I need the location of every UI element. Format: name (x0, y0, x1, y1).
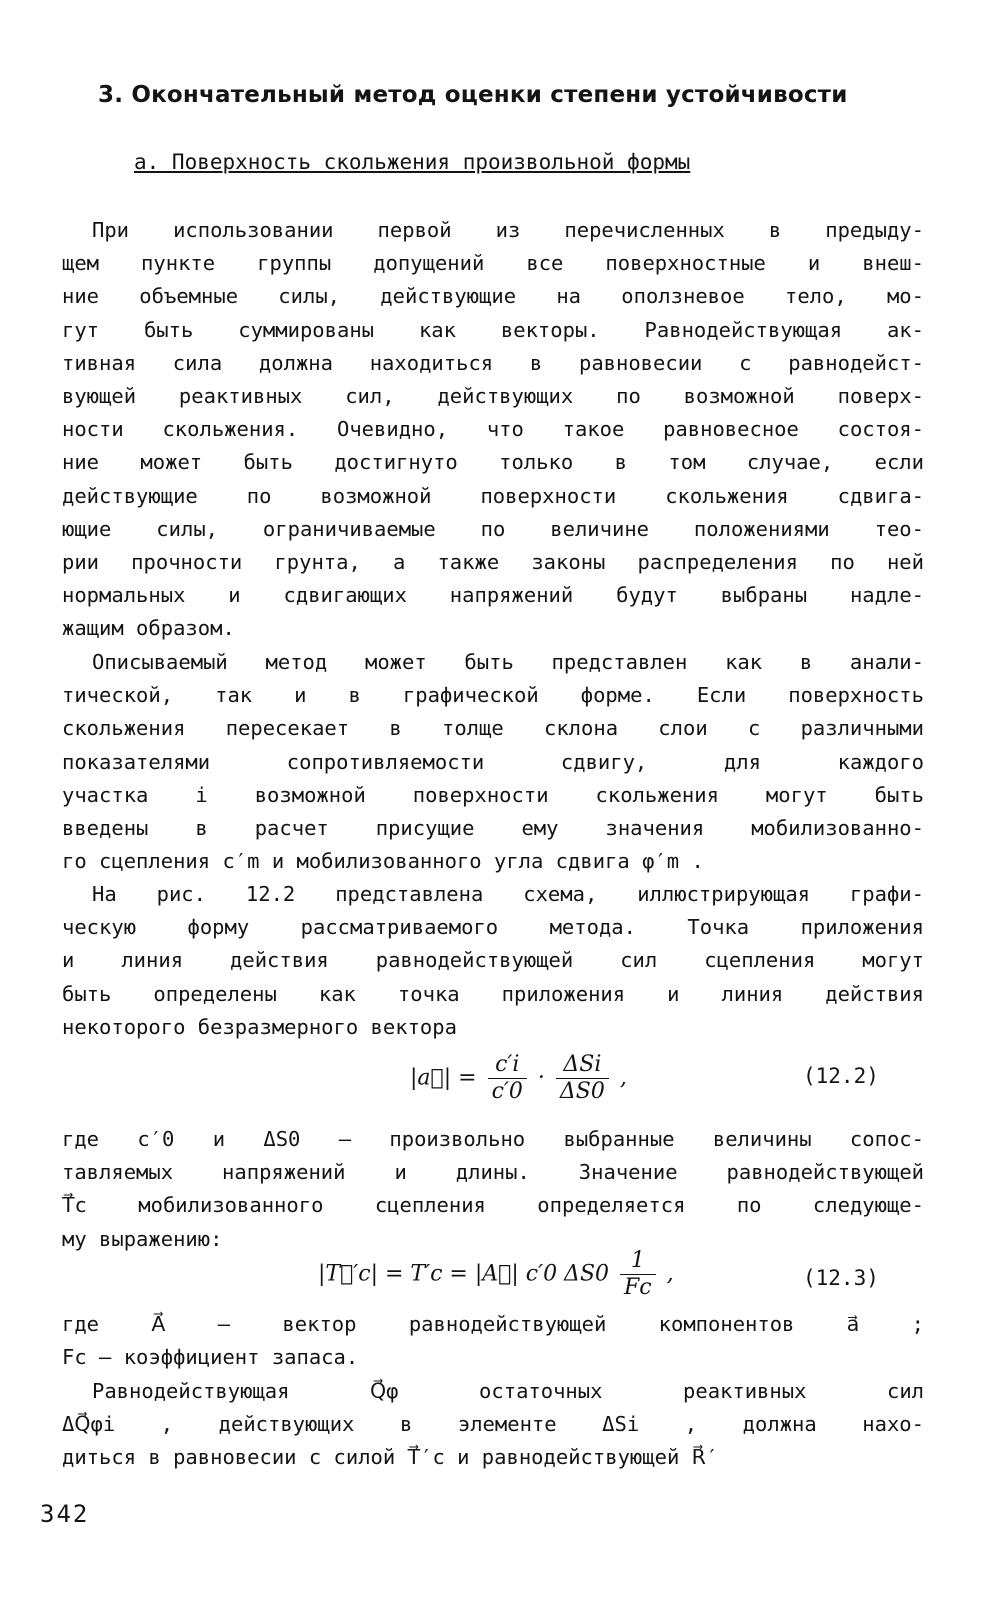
text-line: и линия действия равнодействующей сил сцепления могут (62, 948, 924, 973)
paragraph-4 (62, 1123, 924, 1256)
text-line: ΔQ⃗φi , действующих в элементе ΔSi , должна нахо- (62, 1412, 924, 1437)
text-line: введены в расчет присущие ему значения мобилизованно- (62, 816, 924, 841)
text-line: При использовании первой из перечисленных в предыду- (92, 218, 924, 242)
equation-number: (12.3) (803, 1266, 879, 1290)
text-line: тивная сила должна находиться в равновесии с равнодейст- (62, 350, 924, 375)
equation-comma: , (666, 1261, 674, 1287)
text-line: ческую форму рассматриваемого метода. Точка приложения (62, 915, 924, 940)
text-line: жащим образом. (62, 616, 235, 641)
page-number: 342 (40, 1500, 90, 1528)
text-line: Равнодействующая Q⃗φ остаточных реактивных сил (92, 1379, 924, 1403)
equation-12-2 (410, 1052, 627, 1105)
equation-lhs: |a⃗| = (410, 1065, 477, 1091)
subsection-title: а. Поверхность скольжения произвольной формы (134, 150, 691, 174)
paragraph-2 (62, 646, 924, 878)
text-line: участка i возможной поверхности скольжения могут быть (62, 782, 924, 807)
paragraph-5 (62, 1308, 924, 1374)
text-line: ности скольжения. Очевидно, что такое равновесное состоя- (62, 417, 924, 442)
text-line: где c′0 и ΔS0 – произвольно выбранные величины сопос- (62, 1127, 924, 1151)
text-line: ющие силы, ограничиваемые по величине положениями тео- (62, 516, 924, 541)
text-line: T⃗c мобилизованного сцепления определяется по следующе- (62, 1193, 924, 1218)
equation-lhs: |T⃗′c| = T′c = |A⃗| c′0 ΔS0 (318, 1261, 610, 1287)
equation-12-3 (318, 1248, 674, 1301)
text-line: Fc – коэффициент запаса. (62, 1345, 359, 1370)
fraction (620, 1248, 656, 1301)
text-line: некоторого безразмерного вектора (62, 1014, 457, 1039)
text-line: ние может быть достигнуто только в том случае, если (62, 450, 924, 475)
paragraph-1 (62, 214, 924, 646)
text-line: ние объемные силы, действующие на оползневое тело, мо- (62, 284, 924, 309)
denominator: c′0 (491, 1079, 523, 1104)
equation-comma: , (619, 1065, 627, 1091)
text-line: действующие по возможной поверхности скольжения сдвига- (62, 483, 924, 508)
text-line: му выражению: (62, 1226, 223, 1251)
numerator: c′i (488, 1052, 527, 1079)
denominator: ΔS0 (559, 1079, 605, 1104)
text-line: На рис. 12.2 представлена схема, иллюстрирующая графи- (92, 882, 924, 906)
fraction (556, 1052, 609, 1105)
text-line: быть определены как точка приложения и линия действия (62, 981, 924, 1006)
text-line: скольжения пересекает в толще склона слои с различными (62, 716, 924, 741)
text-line: го сцепления c′m и мобилизованного угла сдвига φ′m . (62, 849, 704, 874)
text-line: диться в равновесии с силой T⃗′c и равнодействующей R⃗′ (62, 1445, 719, 1470)
section-title: 3. Окончательный метод оценки степени устойчивости (98, 82, 848, 108)
text-line: где A⃗ – вектор равнодействующей компонентов a⃗ ; (62, 1312, 924, 1336)
numerator: ΔSi (556, 1052, 609, 1079)
text-line: нормальных и сдвигающих напряжений будут выбраны надле- (62, 583, 924, 608)
text-line: тавляемых напряжений и длины. Значение равнодействующей (62, 1160, 924, 1185)
paragraph-6 (62, 1375, 924, 1475)
text-line: показателями сопротивляемости сдвигу, для каждого (62, 749, 924, 774)
numerator: 1 (620, 1248, 656, 1275)
fraction (488, 1052, 527, 1105)
equation-number: (12.2) (803, 1064, 879, 1088)
text-line: гут быть суммированы как векторы. Равнодействующая ак- (62, 317, 924, 342)
paragraph-3 (62, 878, 924, 1044)
text-line: рии прочности грунта, а также законы распределения по ней (62, 550, 924, 575)
text-line: щем пункте группы допущений все поверхностные и внеш- (62, 251, 924, 276)
multiply-dot: · (537, 1065, 545, 1091)
denominator: Fc (624, 1275, 652, 1300)
text-line: Описываемый метод может быть представлен как в анали- (92, 650, 924, 674)
text-line: тической, так и в графической форме. Если поверхность (62, 683, 924, 708)
text-line: вующей реактивных сил, действующих по возможной поверх- (62, 384, 924, 409)
